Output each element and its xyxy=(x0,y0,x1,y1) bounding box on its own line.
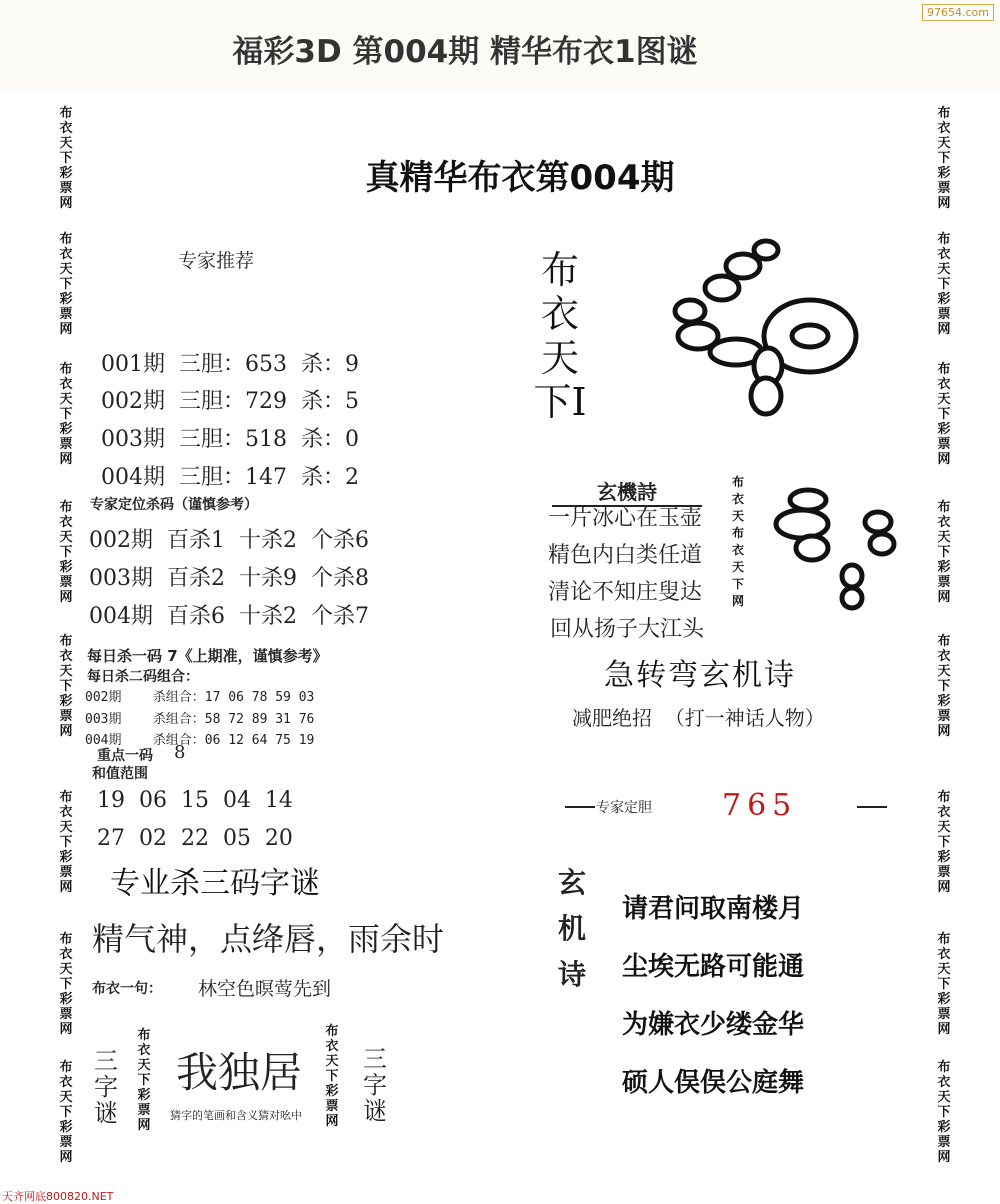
side-mark-inner: 布衣天下彩票网 xyxy=(137,1028,151,1133)
daily-kill-line: 每日杀一码 7《上期准，谨慎参考》 xyxy=(87,647,328,665)
divider xyxy=(565,806,595,808)
xuanji-vertical: 玄机诗 xyxy=(557,866,586,991)
side-mark-left: 布衣天下彩票网 xyxy=(59,790,73,895)
poem-line: 一片冰心在玉壶 xyxy=(548,506,703,531)
expert-row: 002期 三胆：729 杀：5 xyxy=(101,389,359,414)
sum-range-row: 19 06 15 04 14 xyxy=(97,788,293,813)
side-mark-right: 布衣天下彩票网 xyxy=(937,106,951,211)
poem-line: 回从扬子大江头 xyxy=(550,617,705,642)
kill-combo-row: 003期 杀组合：58 72 89 31 76 xyxy=(85,712,315,727)
side-mark-left: 布衣天下彩票网 xyxy=(59,932,73,1037)
kill-combo-row: 004期 杀组合：06 12 64 75 19 xyxy=(85,733,315,748)
position-kill-row: 002期 百杀1 十杀2 个杀6 xyxy=(89,528,369,553)
side-mark-right: 布衣天下彩票网 xyxy=(937,932,951,1037)
footer-watermark: 天齐网底800820.NET xyxy=(2,1190,114,1203)
ornament-image-mid xyxy=(770,482,910,612)
poem-line: 精色内白类任道 xyxy=(548,543,703,568)
divider xyxy=(857,806,887,808)
side-mark-left: 布衣天下彩票网 xyxy=(59,232,73,337)
key-code-label: 重点一码 xyxy=(97,748,153,764)
side-mark-right: 布衣天下彩票网 xyxy=(937,1060,951,1165)
ornament-image-top xyxy=(640,236,870,426)
san-zi-mi-right: 三字谜 xyxy=(363,1045,387,1125)
kill-combo-row: 002期 杀组合：17 06 78 59 03 xyxy=(85,690,315,705)
side-mark-right: 布衣天下彩票网 xyxy=(937,362,951,467)
side-mark-right: 布衣天下彩票网 xyxy=(937,500,951,605)
sum-range-label: 和值范围 xyxy=(92,766,148,782)
side-mark-right: 布衣天下彩票网 xyxy=(937,634,951,739)
key-code-value: 8 xyxy=(174,742,186,763)
expert-row: 001期 三胆：653 杀：9 xyxy=(101,352,359,377)
side-mark-left: 布衣天下彩票网 xyxy=(59,634,73,739)
position-kill-row: 004期 百杀6 十杀2 个杀7 xyxy=(89,604,369,629)
expert-row: 004期 三胆：147 杀：2 xyxy=(101,465,359,490)
page-title: 福彩3D 第004期 精华布衣1图谜 xyxy=(232,34,698,70)
bold-poem-line: 请君问取南楼月 xyxy=(622,894,805,924)
buyi-text: 林空色暝莺先到 xyxy=(198,978,332,1000)
riddle-text: 精气神，点绛唇，雨余时 xyxy=(92,920,445,958)
side-mark-left: 布衣天下彩票网 xyxy=(59,106,73,211)
bold-poem-line: 硕人俣俣公庭舞 xyxy=(622,1068,805,1098)
bold-poem-line: 尘埃无路可能通 xyxy=(622,952,805,982)
expert-dan-label: 专家定胆 xyxy=(596,800,652,816)
wo-du-ju: 我独居 xyxy=(176,1048,303,1097)
san-zi-mi-left: 三字谜 xyxy=(94,1047,118,1127)
side-mark-left: 布衣天下彩票网 xyxy=(59,362,73,467)
side-mark-inner: 布衣天下彩票网 xyxy=(325,1024,339,1129)
side-mark-right: 布衣天下彩票网 xyxy=(937,232,951,337)
vertical-title: 布衣天下I xyxy=(533,248,587,424)
riddle-heading: 专业杀三码字谜 xyxy=(110,866,320,901)
expert-heading: 专家推荐 xyxy=(178,250,255,272)
side-mark-left: 布衣天下彩票网 xyxy=(59,500,73,605)
position-kill-row: 003期 百杀2 十杀9 个杀8 xyxy=(89,566,369,591)
poem-line: 清论不知庄叟达 xyxy=(548,580,703,605)
issue-title: 真精华布衣第004期 xyxy=(365,158,675,198)
jizhuan-heading: 急转弯玄机诗 xyxy=(604,658,796,693)
side-mark-right: 布衣天下彩票网 xyxy=(937,790,951,895)
expert-row: 003期 三胆：518 杀：0 xyxy=(101,427,359,452)
sum-range-row: 27 02 22 05 20 xyxy=(97,826,293,851)
riddle-hint: 猜字的笔画和含义猜对吆中 xyxy=(170,1109,302,1122)
xuanji-heading: 玄機詩 xyxy=(552,476,702,507)
side-mark-small: 布衣天布衣天下网 xyxy=(731,475,744,608)
bold-poem-line: 为嫌衣少缕金华 xyxy=(622,1010,805,1040)
daily-kill-line2: 每日杀二码组合： xyxy=(87,669,199,685)
buyi-label: 布衣一句： xyxy=(92,981,162,997)
jizhuan-sub: 减肥绝招 （打一神话人物） xyxy=(572,706,825,730)
side-mark-left: 布衣天下彩票网 xyxy=(59,1060,73,1165)
position-kill-heading: 专家定位杀码（谨慎参考） xyxy=(90,497,258,513)
site-tag[interactable]: 97654.com xyxy=(922,4,994,21)
expert-dan-value: 765 xyxy=(722,788,798,823)
